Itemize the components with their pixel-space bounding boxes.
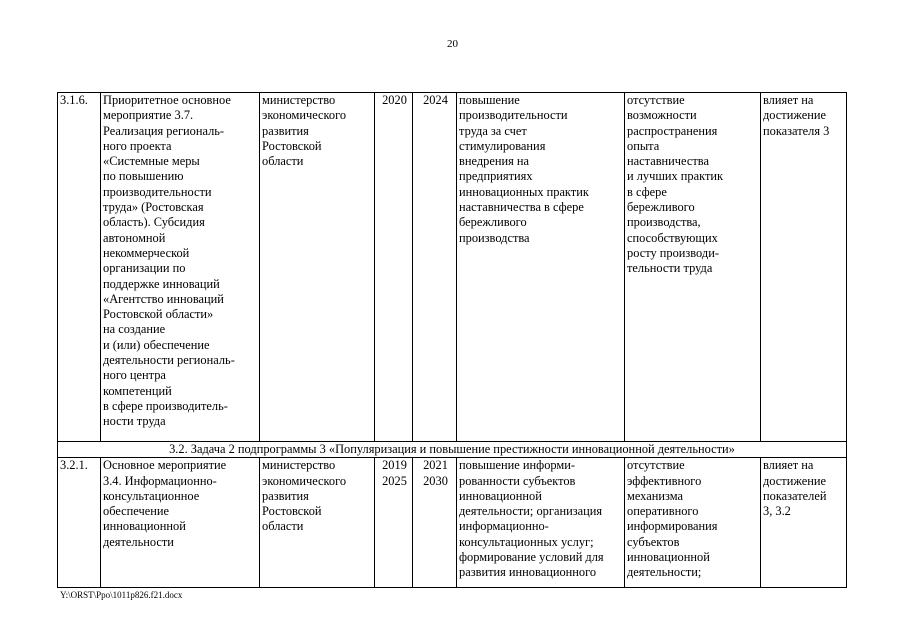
- table-row: [58, 458, 847, 588]
- file-path-footer: Y:\ORST\Ppo\1011p826.f21.docx: [60, 590, 183, 600]
- consequence-cell: отсутствие эффективного механизма оперативного информирования субъектов инновационной деятельности;: [625, 458, 761, 588]
- start-year-cell: 2019 2025: [375, 458, 413, 588]
- section-title: 3.2. Задача 2 подпрограммы 3 «Популяризация и повышение престижности инновационной деятельности»: [58, 442, 847, 458]
- section-row: [58, 442, 847, 458]
- measure-cell: Приоритетное основное мероприятие 3.7. Реализация региональ- ного проекта «Системные меры по повышению производительности труда» (Ростовская область). Субсидия автономной некоммерческой организации по поддержке инноваций «Агентство инноваций Ростовской области» на создание и (или) обеспечение деятельности региональ- ного центра компетенций в сфере производитель- ности труда: [101, 93, 260, 442]
- table-row: [58, 93, 847, 442]
- indicator-link-cell: влияет на достижение показателей 3, 3.2: [761, 458, 847, 588]
- row-number-cell: 3.2.1.: [58, 458, 101, 588]
- consequence-cell: отсутствие возможности распространения опыта наставничества и лучших практик в сфере бережливого производства, способствующих росту производи- тельности труда: [625, 93, 761, 442]
- expected-result-cell: повышение информи- рованности субъектов инновационной деятельности; организация информационно- консультационных услуг; формирование условий для развития инновационного: [457, 458, 625, 588]
- executor-cell: министерство экономического развития Ростовской области: [260, 458, 375, 588]
- measure-cell: Основное мероприятие 3.4. Информационно- консультационное обеспечение инновационной деятельности: [101, 458, 260, 588]
- start-year-cell: 2020: [375, 93, 413, 442]
- end-year-cell: 2024: [413, 93, 457, 442]
- measures-table: [57, 92, 847, 588]
- expected-result-cell: повышение производительности труда за счет стимулирования внедрения на предприятиях инновационных практик наставничества в сфере бережливого производства: [457, 93, 625, 442]
- executor-cell: министерство экономического развития Ростовской области: [260, 93, 375, 442]
- page-number: 20: [447, 38, 458, 50]
- indicator-link-cell: влияет на достижение показателя 3: [761, 93, 847, 442]
- row-number-cell: 3.1.6.: [58, 93, 101, 442]
- end-year-cell: 2021 2030: [413, 458, 457, 588]
